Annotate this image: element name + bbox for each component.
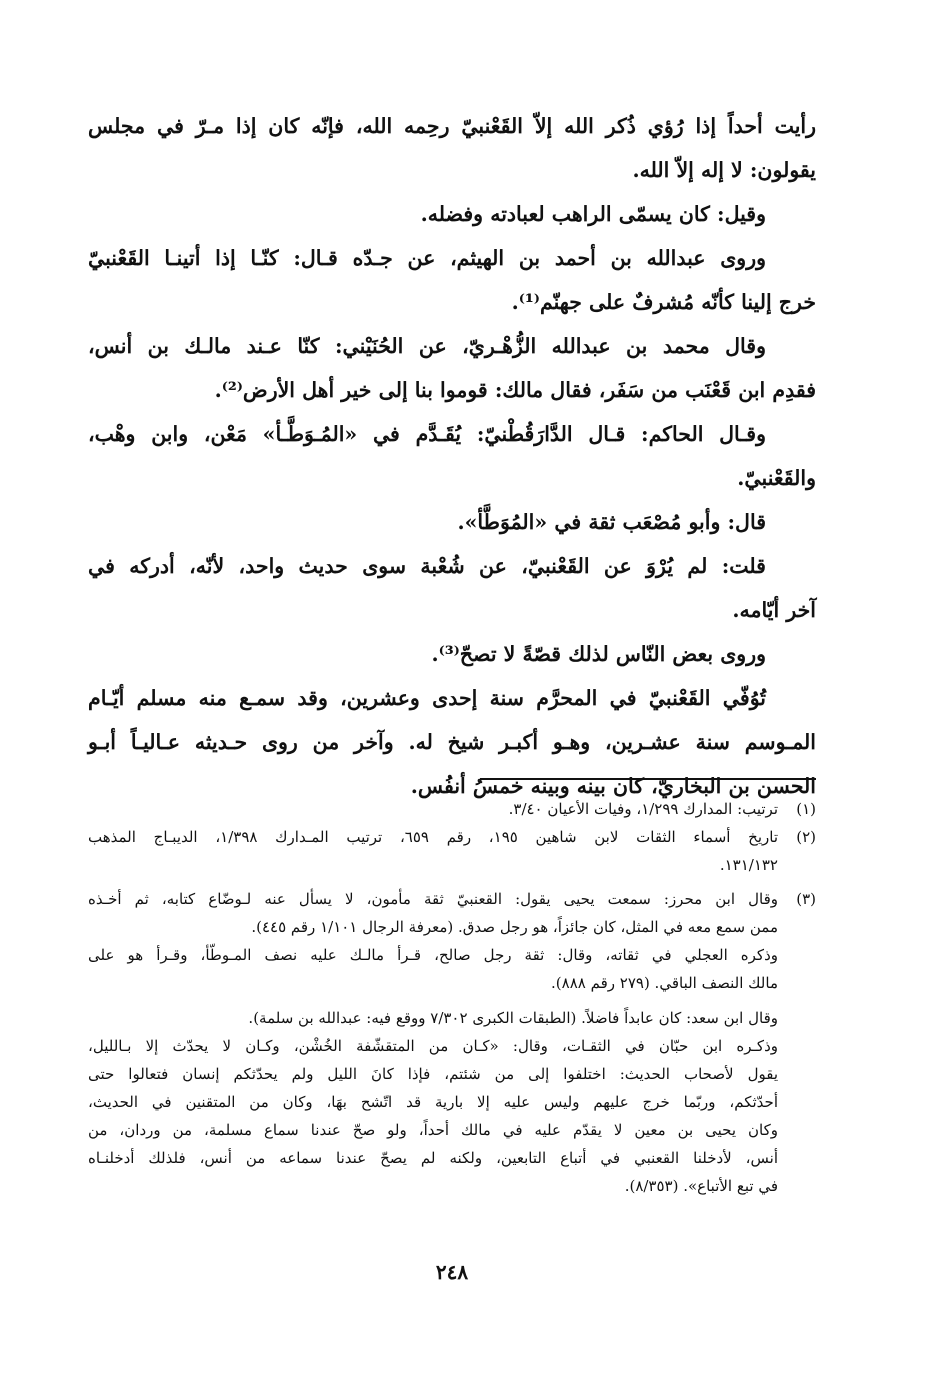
body-line: رأيت أحداً إذا رُؤي ذُكر الله إلاّ القَعْنبيّ رحِمه الله، فإنّه كان إذا مـرّ في مجلس (88, 114, 816, 138)
footnote-number: (١) (796, 800, 816, 818)
body-line: وروى بعض النّاس لذلك قصّةً لا تصحّ⁽³⁾. (431, 642, 766, 666)
body-line: تُوُفّي القَعْنبيّ في المحرَّم سنة إحدى وعشرين، وقد سمـع منه مسلم أيّـام (88, 686, 766, 710)
footnote-line: يقول لأصحاب الحديث: اختلفوا إلى من شئتم، فإذا كانَ الليل ولم يحدّثكم إنسان فتعالوا حتى (88, 1065, 778, 1083)
body-line: المـوسم سنة عشـرين، وهـو أكبـر شيخ له. وآخر من روى حـديثه عـاليـاً أبـو (88, 730, 816, 754)
body-line: وقال محمد بن عبدالله الزُّهْـريّ، عن الحُنَيْني: كنّا عـند مالـك بن أنس، (88, 334, 766, 358)
body-line: وقيل: كان يسمّى الراهب لعبادته وفضله. (420, 202, 766, 226)
body-line: قلت: لم يُرْوَ عن القَعْنبيّ، عن شُعْبة سوى حديث واحد، لأنّه، أدركه في (88, 554, 766, 578)
footnote-text: تاريخ أسماء الثقات لابن شاهين ١٩٥، رقم ٦٥٩، ترتيب المـدارك ١/٣٩٨، الديبـاج المذهب (88, 828, 778, 846)
body-line: يقولون: لا إله إلاّ الله. (632, 158, 816, 182)
footnote-text: ترتيب: المدارك ١/٢٩٩، وفيات الأعيان ٣/٤٠. (508, 800, 778, 818)
footnote-text: وقال ابن محرز: سمعت يحيى يقول: القعنبيّ ثقة مأمون، لا يسأل عنه لـوضّاع كتابه، ثم أخـذه (88, 890, 778, 908)
body-line: والقَعْنبيّ. (737, 466, 816, 490)
footnote-line: في تبع الأتباع». (٨/٣٥٣). (624, 1177, 778, 1195)
body-line: آخر أيّامه. (732, 598, 816, 622)
footnote-line: ١٣١/١٣٢. (719, 856, 778, 874)
footnote-line: وذكره العجلي في ثقاته، وقال: ثقة رجل صالح، قـرأ مالـك عليه نصف المـوطّأ، وقـرأ هو على (88, 946, 778, 964)
footnote-line: وذكـره ابن حبّان في الثقـات، وقال: «كـان من المتقشّفة الخُشْن، وكـان لا يحدّث إلا بـالليل، (88, 1037, 778, 1055)
footnote-line (88, 796, 816, 822)
footnote-line (88, 824, 816, 850)
body-line: وروى عبدالله بن أحمد بن الهيثم، عن جـدّه قـال: كنّـا إذا أتينـا القَعْنبيّ (88, 246, 766, 270)
footnote-line: وكان يحيى بن معين لا يقدّم عليه في مالك أحداً، ولو صحّ عندنا سماع مسلمة، من وردان، من (88, 1121, 778, 1139)
footnote-line: ممن سمع معه في المثل، كان جائزاً، هو رجل صدق. (معرفة الرجال ١/١٠١ رقم ٤٤٥). (251, 918, 778, 936)
footnote-line: أحدّثكم، وربّما خرج عليهم وليس عليه إلا بارية قد اتّشح بهَا، وكان من المتقنين في الحديث، (88, 1093, 778, 1111)
footnote-separator (480, 778, 816, 780)
footnote-number: (٣) (796, 890, 816, 908)
page-number: ٢٤٨ (435, 1260, 469, 1284)
body-line: وقـال الحاكم: قـال الدَّارَقُطْنيّ: يُقَـدَّم في «المُـوَطَّـأ» مَعْن، وابن وهْب، (88, 422, 766, 446)
body-line: الحسن بن البخاريّ، كان بينه وبينه خمسُ أنفُس. (410, 774, 816, 798)
footnote-line: مالك النصف الباقي. (٢٧٩ رقم ٨٨٨). (551, 974, 778, 992)
footnote-line: وقال ابن سعد: كان عابداً فاضلاً. (الطبقات الكبرى ٧/٣٠٢ ووقع فيه: عبدالله بن سلمة). (248, 1009, 778, 1027)
footnote-line: أنس، لأدخلنا القعنبي في أتباع التابعين، ولكنه لم يصحّ عندنا سماعه من أنس، فلذلك أدخلنـاه (88, 1149, 778, 1167)
book-page (88, 0, 816, 1375)
body-line: خرج إلينا كأنّه مُشرفٌ على جهنّم⁽¹⁾. (511, 290, 816, 314)
footnote-line (88, 886, 816, 912)
body-line: فقدِم ابن قَعْنَب من سَفَر، فقال مالك: قوموا بنا إلى خير أهل الأرض⁽²⁾. (214, 378, 816, 402)
body-line: قال: وأبو مُصْعَب ثقة في «المُوَطَّأ». (457, 510, 766, 534)
footnote-number: (٢) (796, 828, 816, 846)
